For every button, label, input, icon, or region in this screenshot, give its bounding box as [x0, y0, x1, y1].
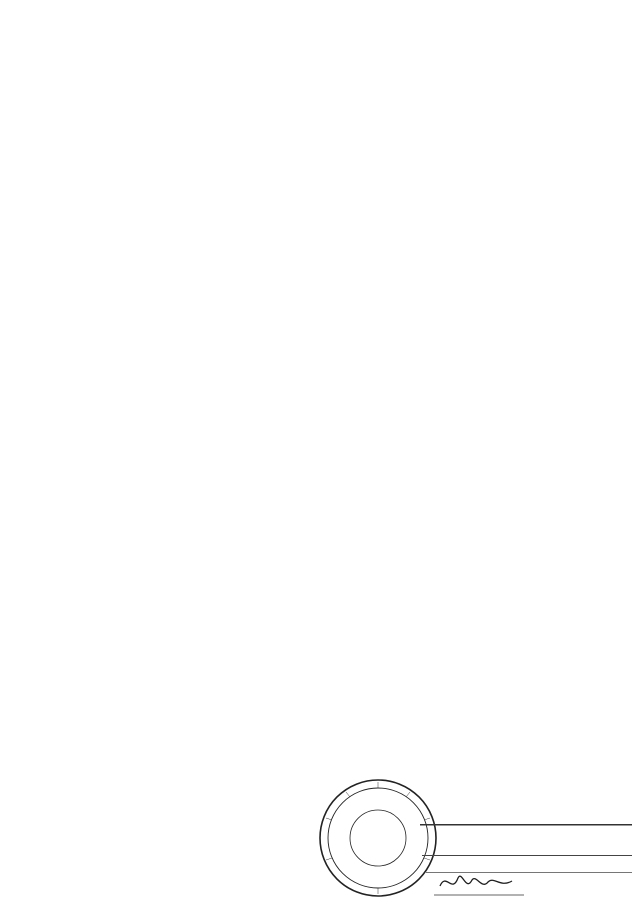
document-body: [101, 76, 582, 100]
certified-copy-stamp: [318, 774, 632, 905]
round-seal-icon: [318, 774, 632, 905]
